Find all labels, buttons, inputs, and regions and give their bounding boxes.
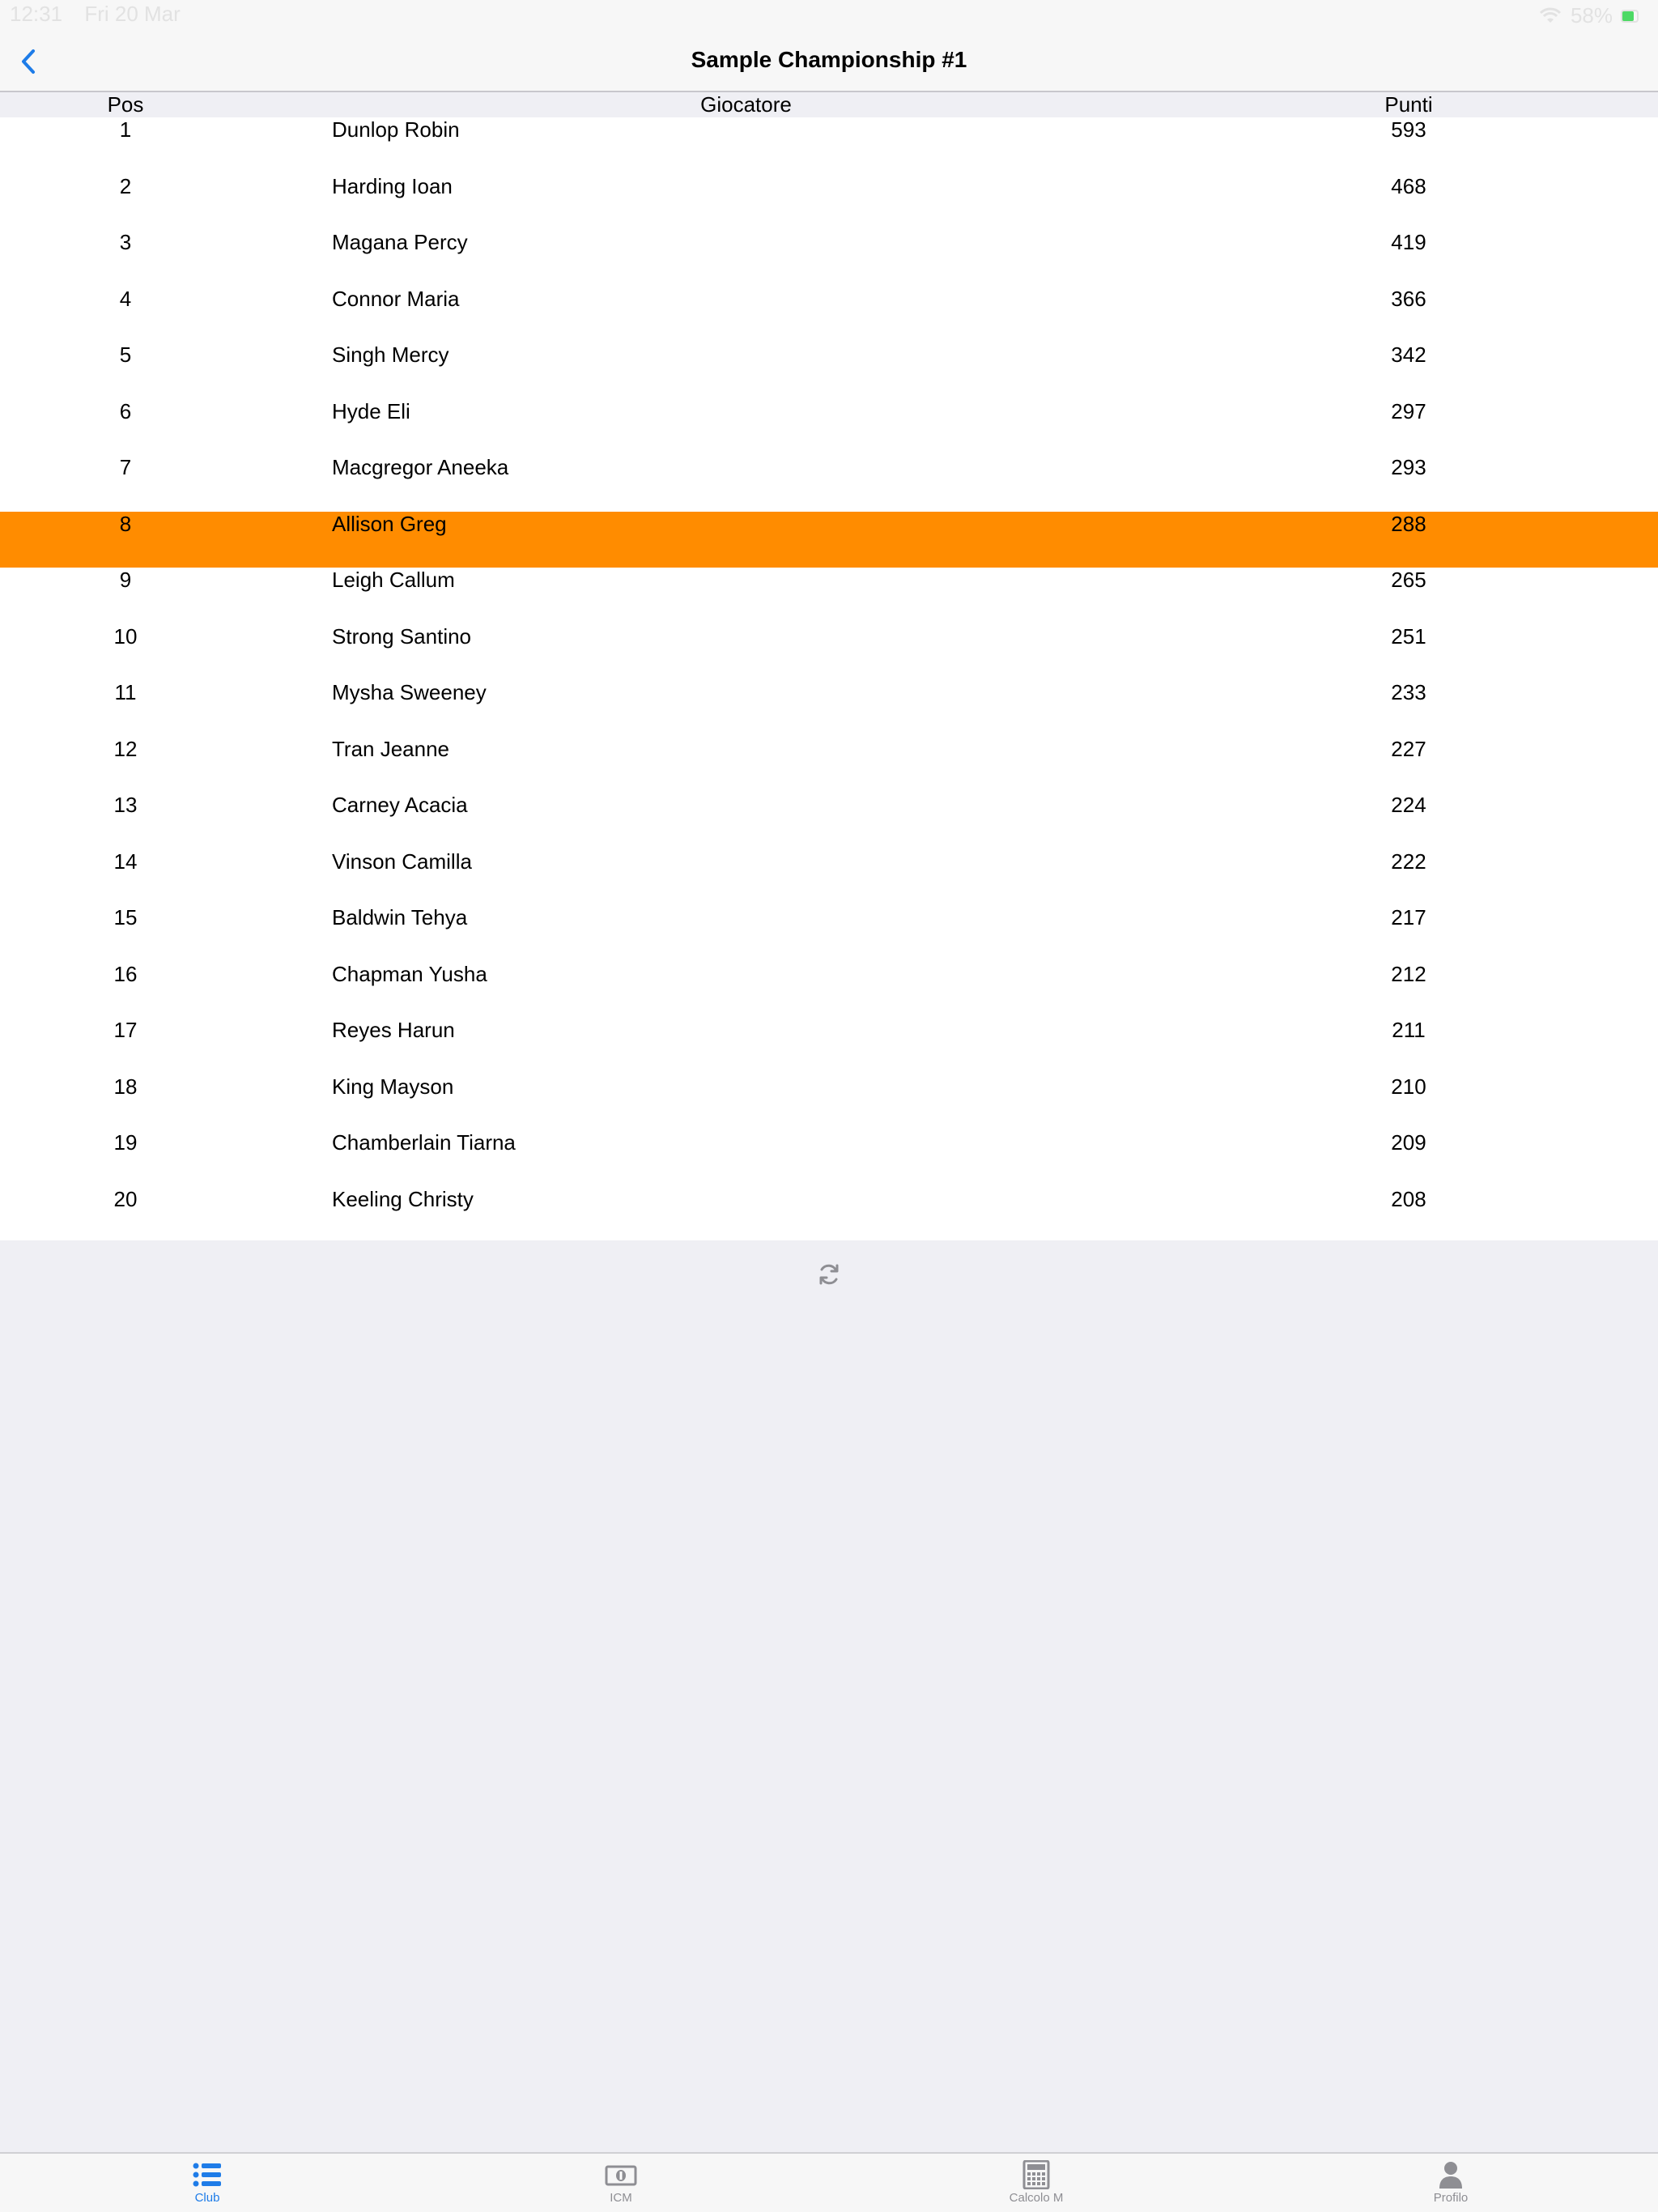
row-position: 20 xyxy=(113,1186,138,1211)
row-points: 593 xyxy=(1391,117,1426,142)
row-points: 217 xyxy=(1391,905,1426,929)
table-row[interactable] xyxy=(0,962,1658,1019)
navigation-bar xyxy=(0,32,1658,92)
refresh-button[interactable] xyxy=(813,1258,845,1291)
tab-club[interactable] xyxy=(126,2154,288,2212)
row-player-name: Reyes Harun xyxy=(332,1018,455,1042)
row-player-name: King Mayson xyxy=(332,1074,454,1099)
row-player-name: Hyde Eli xyxy=(332,398,410,423)
table-row[interactable] xyxy=(0,230,1658,287)
table-row[interactable] xyxy=(0,287,1658,343)
row-position: 10 xyxy=(113,623,138,649)
row-player-name: Chamberlain Tiarna xyxy=(332,1130,516,1155)
row-points: 233 xyxy=(1391,680,1426,704)
row-position: 4 xyxy=(119,286,132,311)
table-row[interactable] xyxy=(0,174,1658,231)
row-player-name: Carney Acacia xyxy=(332,793,468,817)
row-points: 211 xyxy=(1392,1018,1426,1042)
row-player-name: Baldwin Tehya xyxy=(332,905,468,929)
row-player-name: Singh Mercy xyxy=(332,342,449,367)
row-position: 7 xyxy=(119,455,132,479)
row-points: 210 xyxy=(1391,1074,1426,1099)
calculator-icon xyxy=(1020,2160,1052,2189)
row-position: 3 xyxy=(119,230,132,254)
row-player-name: Tran Jeanne xyxy=(332,736,450,761)
column-header-player: Giocatore xyxy=(700,92,792,117)
tab-label: Calcolo M xyxy=(1009,2191,1064,2205)
row-player-name: Harding Ioan xyxy=(332,173,453,198)
row-player-name: Mysha Sweeney xyxy=(332,680,487,704)
row-player-name: Dunlop Robin xyxy=(332,117,460,142)
table-row[interactable] xyxy=(0,1130,1658,1187)
standings-list[interactable] xyxy=(0,117,1658,1240)
row-position: 17 xyxy=(113,1018,138,1042)
battery-percent: 58% xyxy=(1570,3,1613,28)
battery-icon xyxy=(1621,10,1642,23)
table-row[interactable] xyxy=(0,1187,1658,1244)
table-row[interactable] xyxy=(0,512,1658,568)
status-bar xyxy=(0,0,1658,32)
table-row[interactable] xyxy=(0,793,1658,849)
row-player-name: Keeling Christy xyxy=(332,1186,474,1211)
table-row[interactable] xyxy=(0,399,1658,456)
tab-label: Profilo xyxy=(1433,2191,1469,2205)
row-position: 13 xyxy=(113,793,138,817)
row-position: 16 xyxy=(113,961,138,986)
row-position: 8 xyxy=(119,511,132,536)
row-points: 251 xyxy=(1391,623,1426,649)
row-points: 342 xyxy=(1391,342,1426,367)
row-player-name: Leigh Callum xyxy=(332,568,455,592)
row-points: 297 xyxy=(1391,398,1426,423)
list-icon xyxy=(191,2160,223,2189)
table-row[interactable] xyxy=(0,905,1658,962)
table-row[interactable] xyxy=(0,1074,1658,1131)
row-points: 265 xyxy=(1391,568,1426,592)
refresh-icon xyxy=(817,1262,841,1287)
table-header xyxy=(0,92,1658,117)
table-row[interactable] xyxy=(0,849,1658,906)
row-player-name: Vinson Camilla xyxy=(332,849,472,874)
row-position: 11 xyxy=(114,680,137,704)
table-row[interactable] xyxy=(0,624,1658,681)
row-player-name: Macgregor Aneeka xyxy=(332,455,509,479)
status-time: 12:31 xyxy=(10,2,63,26)
table-row[interactable] xyxy=(0,117,1658,174)
status-right xyxy=(1538,3,1642,28)
wifi-icon xyxy=(1538,6,1562,26)
tab-label: Club xyxy=(194,2191,220,2205)
row-player-name: Chapman Yusha xyxy=(332,961,487,986)
row-points: 293 xyxy=(1391,455,1426,479)
tab-profilo[interactable] xyxy=(1370,2154,1532,2212)
status-date: Fri 20 Mar xyxy=(84,2,181,26)
table-row[interactable] xyxy=(0,1018,1658,1074)
row-points: 227 xyxy=(1391,736,1426,761)
column-header-pos: Pos xyxy=(107,92,144,117)
person-icon xyxy=(1435,2160,1467,2189)
row-player-name: Magana Percy xyxy=(332,230,468,254)
column-header-points: Punti xyxy=(1384,92,1433,117)
row-player-name: Allison Greg xyxy=(332,511,447,536)
table-row[interactable] xyxy=(0,680,1658,737)
page-title: Sample Championship #1 xyxy=(691,47,967,72)
row-points: 288 xyxy=(1391,511,1426,536)
row-position: 5 xyxy=(119,342,132,367)
table-row[interactable] xyxy=(0,568,1658,624)
row-points: 224 xyxy=(1391,793,1426,817)
row-points: 419 xyxy=(1391,230,1426,254)
tab-icm[interactable] xyxy=(540,2154,702,2212)
row-position: 2 xyxy=(119,173,132,198)
row-player-name: Strong Santino xyxy=(332,623,472,649)
row-position: 12 xyxy=(113,736,138,761)
table-row[interactable] xyxy=(0,455,1658,512)
row-points: 208 xyxy=(1391,1186,1426,1211)
row-position: 14 xyxy=(113,849,138,874)
row-points: 468 xyxy=(1391,173,1426,198)
row-position: 9 xyxy=(119,568,132,592)
status-left xyxy=(10,2,197,27)
banknote-icon xyxy=(605,2160,637,2189)
row-player-name: Connor Maria xyxy=(332,286,460,311)
tab-label: ICM xyxy=(610,2191,632,2205)
row-points: 209 xyxy=(1391,1130,1426,1155)
tab-bar xyxy=(0,2152,1658,2212)
row-points: 366 xyxy=(1391,286,1426,311)
row-position: 15 xyxy=(113,905,138,929)
row-points: 222 xyxy=(1391,849,1426,874)
table-row[interactable] xyxy=(0,737,1658,793)
row-position: 18 xyxy=(113,1074,138,1099)
row-position: 1 xyxy=(119,117,132,142)
table-row[interactable] xyxy=(0,342,1658,399)
row-points: 212 xyxy=(1391,961,1426,986)
row-position: 6 xyxy=(119,398,132,423)
tab-calcolo-m[interactable] xyxy=(955,2154,1117,2212)
row-position: 19 xyxy=(113,1130,138,1155)
